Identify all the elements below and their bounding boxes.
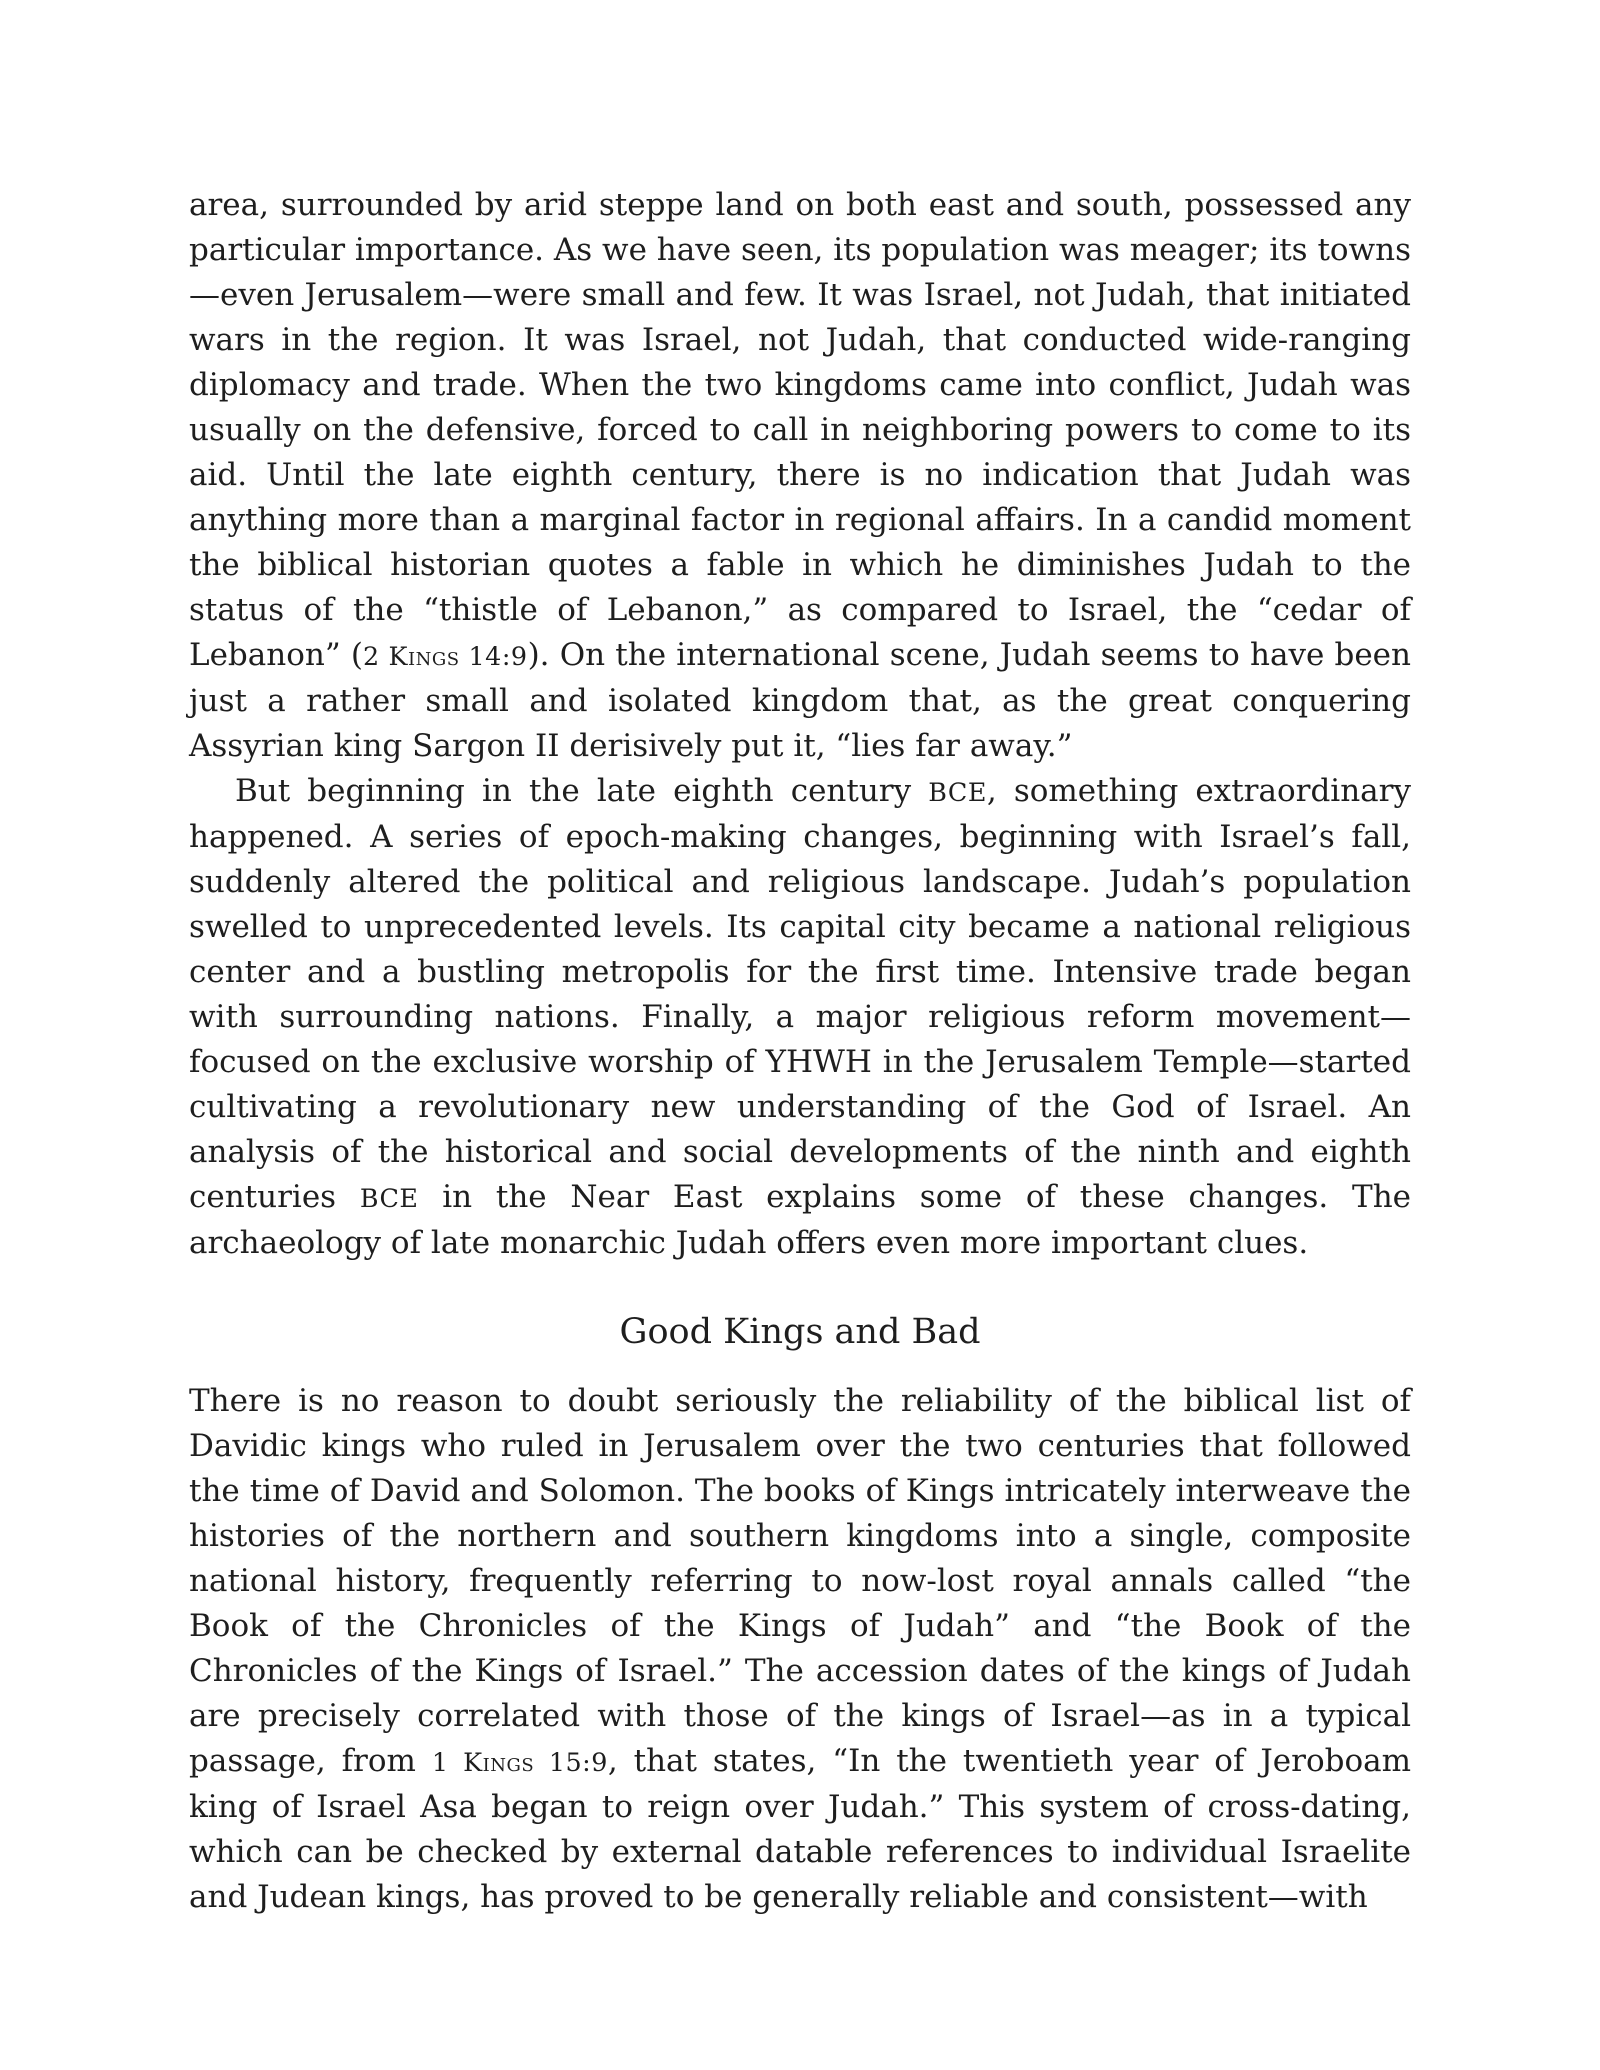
book-page bbox=[189, 183, 1411, 1920]
paragraph-text: There is no reason to doubt seriously the reliability of the biblical list of Davidic kings who ruled in Jerusalem over the two centuries that followed the time of David and Solomon. The books of Kings intricately interweave the histories of the northern and southern kingdoms into a single, composite national history, frequently referring to now-lost royal annals called “the Book of the Chronicles of the Kings of Judah” and “the Book of the Chronicles of the Kings of Israel.” The accession dates of the kings of Judah are precisely correlated with those of the kings of Israel—as in a typical passage, from bbox=[189, 1383, 1411, 1779]
paragraph bbox=[189, 769, 1411, 1266]
section-heading: Good Kings and Bad bbox=[619, 1312, 981, 1352]
era-abbreviation: BCE bbox=[928, 777, 987, 807]
paragraph bbox=[189, 183, 1411, 769]
era-abbreviation: BCE bbox=[359, 1183, 419, 1213]
paragraph-text: in the Near East explains some of these changes. The archaeology of late monarchic Judah offers even more important clues. bbox=[189, 1179, 1412, 1261]
scripture-reference: 1 Kings 15:9 bbox=[431, 1747, 608, 1777]
paragraph-text: , something extraordinary happened. A series of epoch-making changes, beginning with Israel’s fall, suddenly altered the political and religious landscape. Judah’s population swelled to unprecedented levels. Its capital city became a national religious center and a bustling metropolis for the first time. Intensive trade began with surrounding nations. Finally, a major religious reform movement—focused on the exclusive worship of YHWH in the Jerusalem Temple—started cultivating a revolutionary new understanding of the God of Israel. An analysis of the historical and social developments of the ninth and eighth centuries bbox=[189, 773, 1411, 1215]
paragraph-text: But beginning in the late eighth century bbox=[235, 773, 929, 809]
paragraph bbox=[189, 1379, 1411, 1920]
scripture-reference: 2 Kings 14:9 bbox=[362, 641, 528, 671]
paragraph-text: ). On the international scene, Judah seems to have been just a rather small and isolated kingdom that, as the great conquering Assyrian king Sargon II derisively put it, “lies far away.” bbox=[189, 637, 1411, 764]
paragraph-text: area, surrounded by arid steppe land on both east and south, possessed any particular importance. As we have seen, its population was meager; its towns—even Jerusalem—were small and few. It was Israel, not Judah, that initiated wars in the region. It was Israel, not Judah, that conducted wide-ranging diplomacy and trade. When the two kingdoms came into conflict, Judah was usually on the defensive, forced to call in neighboring powers to come to its aid. Until the late eighth century, there is no indication that Judah was anything more than a marginal factor in regional affairs. In a candid moment the biblical historian quotes a fable in which he diminishes Judah to the status of the “thistle of Lebanon,” as compared to Israel, the “cedar of Lebanon” ( bbox=[189, 187, 1411, 673]
paragraph-text: , that states, “In the twentieth year of Jeroboam king of Israel Asa began to reign over Judah.” This system of cross-dating, which can be checked by external datable references to individual Israelite and Judean kings, has proved to be generally reliable and consistent—with bbox=[189, 1743, 1411, 1915]
